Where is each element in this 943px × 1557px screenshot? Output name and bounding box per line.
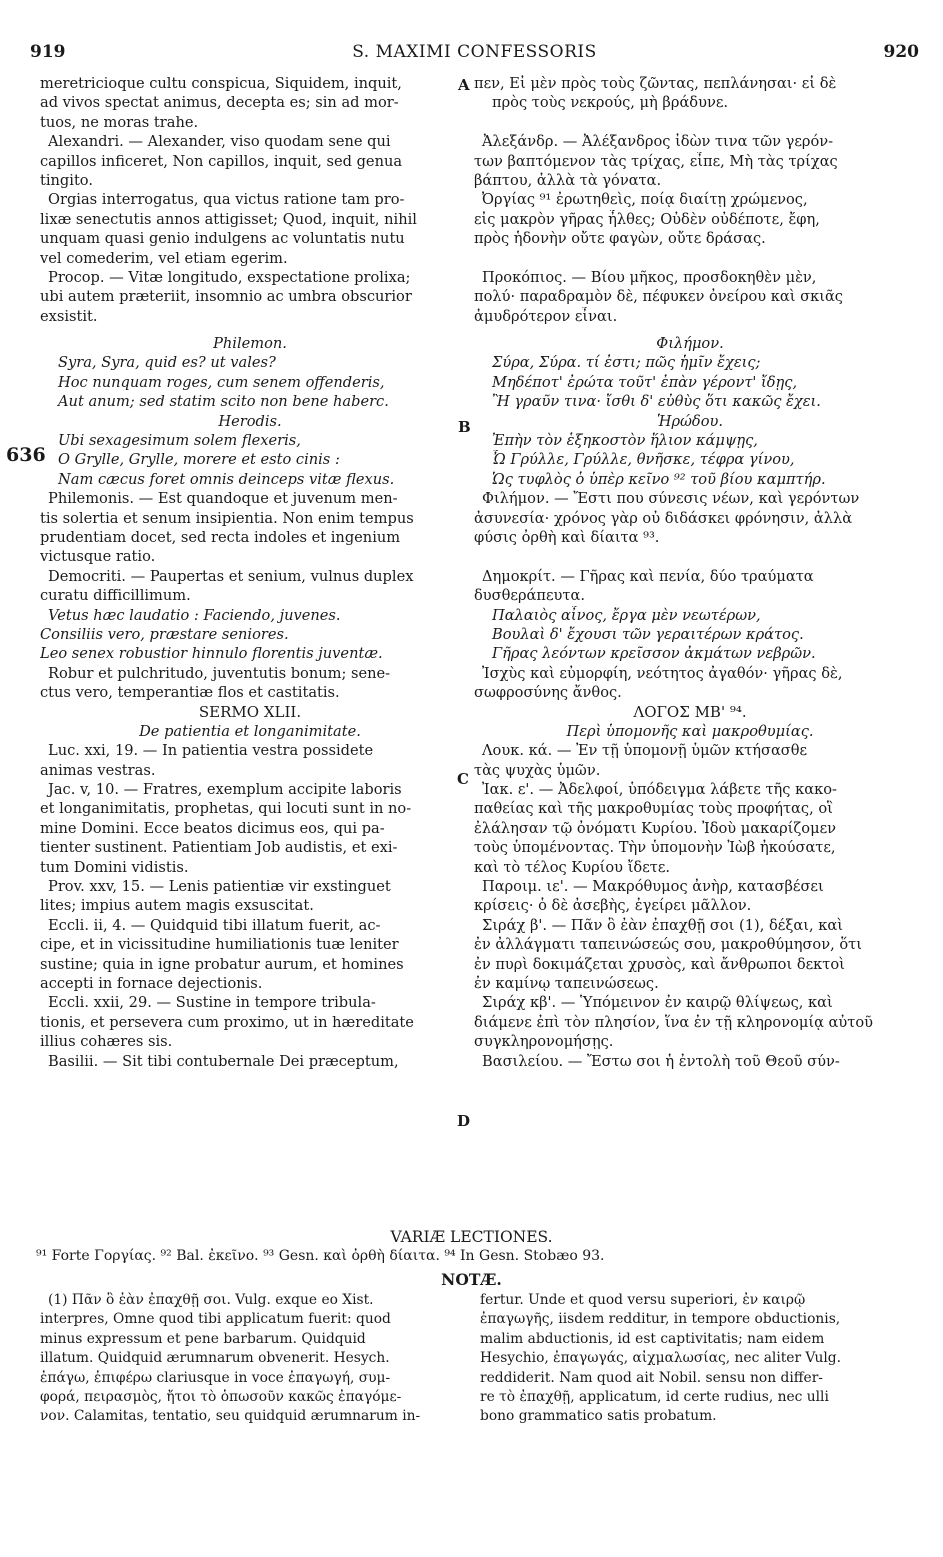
variae-lectiones-heading: VARIÆ LECTIONES.: [390, 1228, 553, 1246]
text-line: Σιράχ κβ'. — Ὑπόμεινον ἐν καιρῷ θλίψεως, καὶ: [482, 994, 833, 1012]
text-line: Alexandri. — Alexander, viso quodam sene qui: [48, 133, 391, 151]
note-line: minus expressum et pene barbarum. Quidquid: [40, 1330, 366, 1347]
text-line: ctus vero, temperantiæ flos et castitatis.: [40, 684, 340, 702]
section-heading: Ἡρώδου.: [656, 412, 724, 430]
text-line: et longanimitatis, prophetas, qui locuti sunt in no-: [40, 800, 412, 818]
text-line: tis solertia et senum insipientia. Non enim tempus: [40, 509, 414, 527]
note-line: φορά, πειρασμὸς, ἤτοι τὸ ὁπωσοῦν κακῶς ἐπαγόμε-: [40, 1388, 402, 1405]
text-line: καὶ τὸ τέλος Κυρίου ἴδετε.: [474, 858, 671, 876]
verse-line: Hoc nunquam roges, cum senem offenderis,: [58, 373, 385, 391]
verse-line: Ἢ γραῦν τινα· ἴσθι δ' εὐθὺς ὅτι κακῶς ἔχει.: [492, 393, 821, 411]
text-line: Philemonis. — Est quandoque et juvenum men-: [48, 490, 398, 508]
section-marker-c: C: [457, 770, 469, 788]
text-line: δυσθεράπευτα.: [474, 587, 585, 605]
text-line: Ὀργίας ⁹¹ ἐρωτηθεὶς, ποίᾳ διαίτῃ χρώμενος,: [482, 191, 808, 209]
verse-line: O Grylle, Grylle, morere et esto cinis :: [58, 451, 340, 469]
text-line: εἰς μακρὸν γῆρας ἦλθες; Οὐδὲν οὐδέποτε, ἔφη,: [474, 210, 820, 228]
text-line: πολύ· παραδραμὸν δὲ, πέφυκεν ὀνείρου καὶ σκιᾶς: [474, 288, 843, 306]
section-heading: Philemon.: [213, 335, 287, 353]
text-line: lixæ senectutis annos attigisset; Quod, inquit, nihil: [40, 210, 417, 228]
text-line: των βαπτόμενον τὰς τρίχας, εἶπε, Μὴ τὰς τρίχας: [474, 152, 838, 170]
text-line: Eccli. ii, 4. — Quidquid tibi illatum fuerit, ac-: [48, 916, 381, 934]
text-line: [474, 547, 906, 566]
latin-column: [40, 74, 460, 1071]
text-line: ubi autem præteriit, insomnio ac umbra obscurior: [40, 288, 412, 306]
text-line: βάπτου, ἀλλὰ τὰ γόνατα.: [474, 171, 662, 189]
text-line: prudentiam docet, sed recta indoles et ingenium: [40, 528, 401, 546]
text-line: tionis, et persevera cum proximo, ut in hæreditate: [40, 1013, 414, 1031]
verse-line: Μηδέποτ' ἐρώτα τοῦτ' ἐπὰν γέροντ' ἴδῃς,: [492, 373, 798, 391]
text-line: διάμενε ἐπὶ τὸν πλησίον, ἵνα ἐν τῇ κληρονομίᾳ αὐτοῦ: [474, 1013, 874, 1031]
text-line: capillos inficeret, Non capillos, inquit, sed genua: [40, 152, 403, 170]
verse-line: Ἐπὴν τὸν ἑξηκοστὸν ἥλιον κάμψῃς,: [492, 432, 758, 450]
verse-line: Vetus hæc laudatio : Faciendo, juvenes.: [48, 606, 341, 624]
text-line: σωφροσύνης ἄνθος.: [474, 684, 622, 702]
text-line: ad vivos spectat animus, decepta es; sin ad mor-: [40, 94, 399, 112]
text-line: φύσις ὀρθὴ καὶ δίαιτα ⁹³.: [474, 528, 660, 546]
verse-line: Nam cæcus foret omnis deinceps vitæ flexus.: [58, 470, 395, 488]
variae-lectiones-line: ⁹¹ Forte Γοργίας. ⁹² Bal. ἐκεῖνο. ⁹³ Gesn. καὶ ὀρθὴ δίαιτα. ⁹⁴ In Gesn. Stobæo 93.: [36, 1248, 605, 1264]
text-line: Procop. — Vitæ longitudo, exspectatione prolixa;: [48, 268, 411, 286]
note-line: Hesychio, ἐπαγωγάς, αἰχμαλωσίας, nec aliter Vulg.: [480, 1350, 842, 1367]
sermon-title: SERMO XLII.: [198, 702, 302, 721]
page-header: [30, 42, 919, 70]
text-line: Ἰσχὺς καὶ εὐμορφίη, νεότητος ἀγαθόν· γῆρας δὲ,: [482, 664, 843, 682]
page-number-right: 920: [883, 42, 919, 62]
section-heading: Φιλήμον.: [656, 335, 724, 353]
text-line: ἀμυδρότερον εἶναι.: [474, 307, 618, 325]
text-line: Φιλήμον. — Ἔστι που σύνεσις νέων, καὶ γερόντων: [482, 490, 860, 508]
text-line: mine Domini. Ecce beatos dicimus eos, qui pa-: [40, 819, 385, 837]
text-line: ἐν πυρὶ δοκιμάζεται χρυσὸς, καὶ ἄνθρωποι δεκτοὶ: [474, 955, 845, 973]
text-line: πρὸς ἡδονὴν οὔτε φαγὼν, οὔτε δράσας.: [474, 230, 766, 248]
text-line: lites; impius autem magis exsuscitat.: [40, 897, 314, 915]
notae-heading: NOTÆ.: [441, 1270, 502, 1289]
section-heading: Herodis.: [218, 412, 282, 430]
text-line: Eccli. xxii, 29. — Sustine in tempore tribula-: [48, 994, 376, 1012]
verse-line: Ubi sexagesimum solem flexeris,: [58, 432, 301, 450]
text-line: Προκόπιος. — Βίου μῆκος, προσδοκηθὲν μὲν,: [482, 268, 817, 286]
text-line: tuos, ne moras trahe.: [40, 113, 199, 131]
verse-line: Syra, Syra, quid es? ut vales?: [58, 354, 276, 372]
text-line: ἐν καμίνῳ ταπεινώσεως.: [474, 974, 659, 992]
text-line: tienter sustinent. Patientiam Job audistis, et exi-: [40, 839, 398, 857]
text-line: τοὺς ὑπομένοντας. Τὴν ὑπομονὴν Ἰὼβ ἠκούσατε,: [474, 839, 836, 857]
text-line: Σιράχ β'. — Πᾶν ὃ ἐὰν ἐπαχθῇ σοι (1), δέξαι, καὶ: [482, 916, 843, 934]
logos-title: ΛΟΓΟΣ ΜΒ' ⁹⁴.: [633, 702, 747, 721]
text-line: tum Domini vidistis.: [40, 858, 189, 876]
sermon-subtitle: De patientia et longanimitate.: [139, 722, 361, 740]
verse-line: Παλαιὸς αἶνος, ἔργα μὲν νεωτέρων,: [492, 606, 761, 624]
text-line: ἐν ἀλλάγματι ταπεινώσεώς σου, μακροθύμησον, ὅτι: [474, 936, 862, 954]
text-line: curatu difficillimum.: [40, 587, 191, 605]
text-line: vel comederim, vel etiam egerim.: [40, 249, 288, 267]
notae-right-column: [480, 1292, 910, 1428]
note-line: ἐπάγω, ἐπιφέρω clariusque in voce ἐπαγωγή, συμ-: [40, 1369, 391, 1386]
verse-line: Ὦ Γρύλλε, Γρύλλε, θνῆσκε, τέφρα γίνου,: [492, 451, 795, 469]
text-line: animas vestras.: [40, 761, 156, 779]
note-line: reddiderit. Nam quod ait Nobil. sensu non differ-: [480, 1369, 823, 1386]
greek-column: [474, 74, 906, 1071]
text-line: Λουκ. κά. — Ἐν τῇ ὑπομονῇ ὑμῶν κτήσασθε: [482, 742, 808, 760]
text-line: meretricioque cultu conspicua, Siquidem, inquit,: [40, 75, 402, 92]
text-line: illius cohæres sis.: [40, 1033, 173, 1051]
note-line: ἐπαγωγῆς, iisdem redditur, in tempore obductionis,: [480, 1311, 841, 1328]
verse-line: Consiliis vero, præstare seniores.: [40, 625, 289, 643]
text-line: unquam quasi genio indulgens ac voluntatis nutu: [40, 230, 405, 248]
text-line: victusque ratio.: [40, 548, 156, 566]
verse-line: Σύρα, Σύρα. τί ἐστι; πῶς ἡμῖν ἔχεις;: [492, 354, 761, 372]
page-number-left: 919: [30, 42, 66, 62]
text-line: Basilii. — Sit tibi contubernale Dei præceptum,: [48, 1052, 399, 1070]
text-line: ἀσυνεσία· χρόνος γὰρ οὐ διδάσκει φρόνησιν, ἀλλὰ: [474, 509, 853, 527]
verse-line: Γῆρας λεόντων κρεῖσσον ἀκμάτων νεβρῶν.: [492, 645, 816, 663]
notae-left-column: [40, 1292, 458, 1428]
text-line: sustine; quia in igne probatur aurum, et homines: [40, 955, 404, 973]
running-title: S. MAXIMI CONFESSORIS: [352, 42, 597, 62]
text-line: παθείας καὶ τῆς μακροθυμίας τοὺς προφήτας, οἳ: [474, 800, 833, 818]
section-marker-d: D: [457, 1112, 471, 1130]
section-marker-a: A: [458, 76, 470, 94]
text-line: πεν, Εἰ μὲν πρὸς τοὺς ζῶντας, πεπλάνησαι· εἰ δὲ: [474, 75, 837, 92]
text-line: πρὸς τοὺς νεκρούς, μὴ βράδυνε.: [492, 94, 729, 112]
verse-line: Aut anum; sed statim scito non bene haberc.: [58, 393, 389, 411]
text-line: exsistit.: [40, 307, 98, 325]
note-line: (1) Πᾶν ὃ ἐὰν ἐπαχθῇ σοι. Vulg. exque eo Xist.: [48, 1292, 374, 1308]
text-line: ἐλάλησαν τῷ ὀνόματι Κυρίου. Ἰδοὺ μακαρίζομεν: [474, 819, 837, 837]
text-line: Jac. v, 10. — Fratres, exemplum accipite laboris: [48, 781, 402, 799]
text-line: [474, 113, 906, 132]
note-line: νον. Calamitas, tentatio, seu quidquid ærumnarum in-: [40, 1408, 421, 1425]
text-line: Orgias interrogatus, qua victus ratione tam pro-: [48, 191, 405, 209]
text-line: Δημοκρίτ. — Γῆρας καὶ πενία, δύο τραύματα: [482, 567, 814, 585]
text-line: Prov. xxv, 15. — Lenis patientiæ vir exstinguet: [48, 878, 391, 896]
section-marker-b: B: [458, 418, 471, 436]
text-line: Democriti. — Paupertas et senium, vulnus duplex: [48, 567, 414, 585]
text-line: accepti in fornace dejectionis.: [40, 974, 263, 992]
text-line: Ἀλεξάνδρ. — Ἀλέξανδρος ἰδὼν τινα τῶν γερόν-: [482, 133, 834, 151]
note-line: bono grammatico satis probatum.: [480, 1408, 717, 1425]
text-line: συγκληρονομήσῃς.: [474, 1033, 614, 1051]
column-number-636: 636: [6, 444, 46, 466]
text-line: κρίσεις· ὁ δὲ ἀσεβὴς, ἐγείρει μᾶλλον.: [474, 897, 752, 915]
text-line: cipe, et in vicissitudine humiliationis tuæ leniter: [40, 936, 399, 954]
verse-line: Βουλαὶ δ' ἔχουσι τῶν γεραιτέρων κράτος.: [492, 625, 804, 643]
text-line: Ἰακ. ε'. — Ἀδελφοί, ὑπόδειγμα λάβετε τῆς κακο-: [482, 781, 837, 799]
text-line: tingito.: [40, 171, 93, 189]
text-line: Βασιλείου. — Ἔστω σοι ἡ ἐντολὴ τοῦ Θεοῦ σύν-: [482, 1052, 840, 1070]
note-line: malim abductionis, id est captivitatis; nam eidem: [480, 1330, 825, 1347]
verse-line: Leo senex robustior hinnulo florentis juventæ.: [40, 645, 383, 663]
note-line: interpres, Omne quod tibi applicatum fuerit: quod: [40, 1311, 391, 1328]
note-line: fertur. Unde et quod versu superiori, ἐν καιρῷ: [480, 1292, 806, 1308]
logos-subtitle: Περὶ ὑπομονῆς καὶ μακροθυμίας.: [566, 722, 814, 740]
text-line: [474, 249, 906, 268]
text-line: Robur et pulchritudo, juventutis bonum; sene-: [48, 664, 391, 682]
text-line: Παροιμ. ιε'. — Μακρόθυμος ἀνὴρ, κατασβέσει: [482, 878, 824, 896]
text-line: Luc. xxi, 19. — In patientia vestra possidete: [48, 742, 374, 760]
verse-line: Ὡς τυφλὸς ὁ ὑπὲρ κεῖνο ⁹² τοῦ βίου καμπτήρ.: [492, 470, 826, 488]
text-line: τὰς ψυχὰς ὑμῶν.: [474, 761, 601, 779]
note-line: illatum. Quidquid ærumnarum obvenerit. Hesych.: [40, 1350, 390, 1367]
note-line: re τὸ ἐπαχθῇ, applicatum, id certe rudius, nec ulli: [480, 1388, 829, 1405]
